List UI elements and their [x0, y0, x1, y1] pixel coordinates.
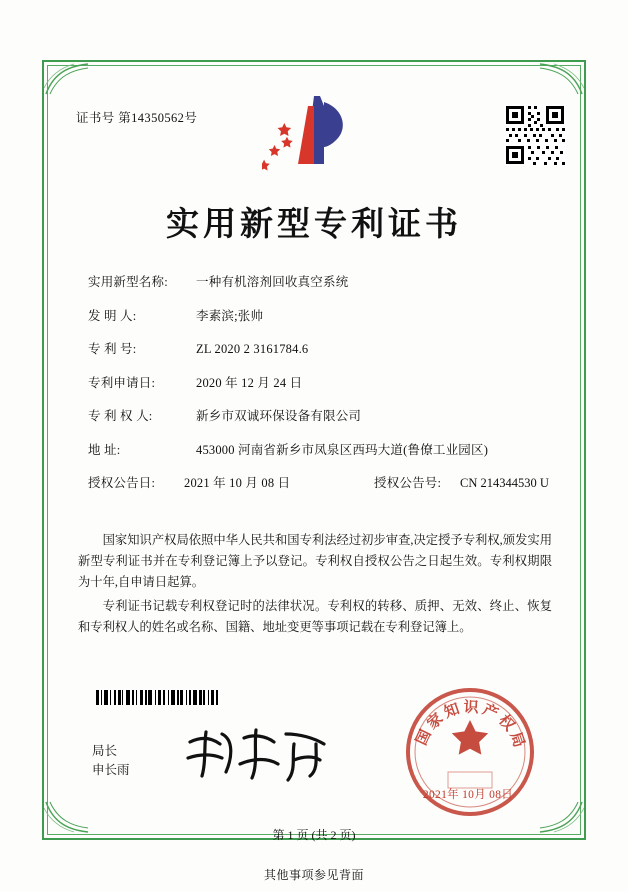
grant-number-value: CN 214344530 U	[460, 476, 549, 490]
field-value: 2020 年 12 月 24 日	[196, 375, 303, 390]
field-label: 地 址:	[88, 442, 121, 457]
director-label: 局长	[92, 744, 118, 758]
seal-date: 2021年 10月 08日	[422, 789, 514, 801]
field-value: ZL 2020 2 3161784.6	[196, 342, 309, 356]
cnipa-logo-icon	[262, 92, 372, 174]
field-label: 实用新型名称:	[88, 275, 168, 289]
field-value: 一种有机溶剂回收真空系统	[196, 275, 349, 289]
corner-ornament-icon	[44, 62, 90, 96]
page-number: 第 1 页 (共 2 页)	[272, 828, 356, 842]
barcode	[96, 690, 244, 705]
certificate-number: 证书号 第14350562号	[76, 111, 198, 125]
field-value: 新乡市双诚环保设备有限公司	[196, 409, 362, 423]
corner-ornament-icon	[538, 62, 584, 96]
legal-paragraph-2: 专利证书记载专利权登记时的法律状况。专利权的转移、质押、无效、终止、恢复和专利权人的姓名或名称、国籍、地址变更等事项记载在专利登记簿上。	[78, 599, 552, 634]
grant-date-label: 授权公告日:	[88, 476, 156, 490]
field-label: 专 利 号:	[88, 342, 137, 356]
field-row	[88, 306, 548, 324]
field-row	[88, 440, 548, 458]
field-label: 专 利 权 人:	[88, 409, 153, 423]
field-label: 发 明 人:	[88, 308, 137, 323]
director-name: 申长雨	[92, 763, 130, 777]
field-row	[88, 373, 548, 391]
field-value: 李素滨;张帅	[196, 308, 264, 323]
field-row	[88, 406, 548, 424]
grant-row	[88, 473, 548, 491]
director-signature-image	[182, 724, 332, 786]
field-label: 专利申请日:	[88, 375, 156, 390]
field-value: 453000 河南省新乡市凤泉区西玛大道(鲁僚工业园区)	[196, 442, 489, 457]
field-row	[88, 272, 548, 290]
grant-date-value: 2021 年 10 月 08 日	[184, 476, 291, 490]
qr-code-icon	[504, 104, 566, 166]
page-title: 实用新型专利证书	[166, 207, 462, 243]
certificate-fields	[88, 272, 548, 507]
svg-text:国家知识产权局: 国家知识产权局	[413, 699, 528, 753]
legal-paragraph-1: 国家知识产权局依照中华人民共和国专利法经过初步审查,决定授予专利权,颁发实用新型专利证书并在专利登记簿上予以登记。专利权自授权公告之日起生效。专利权期限为十年,自申请日起算。	[78, 533, 552, 589]
legal-text	[78, 530, 552, 641]
director-block	[92, 742, 130, 780]
grant-number-label: 授权公告号:	[374, 476, 442, 490]
footer-note: 其他事项参见背面	[263, 868, 364, 882]
field-row	[88, 339, 548, 357]
